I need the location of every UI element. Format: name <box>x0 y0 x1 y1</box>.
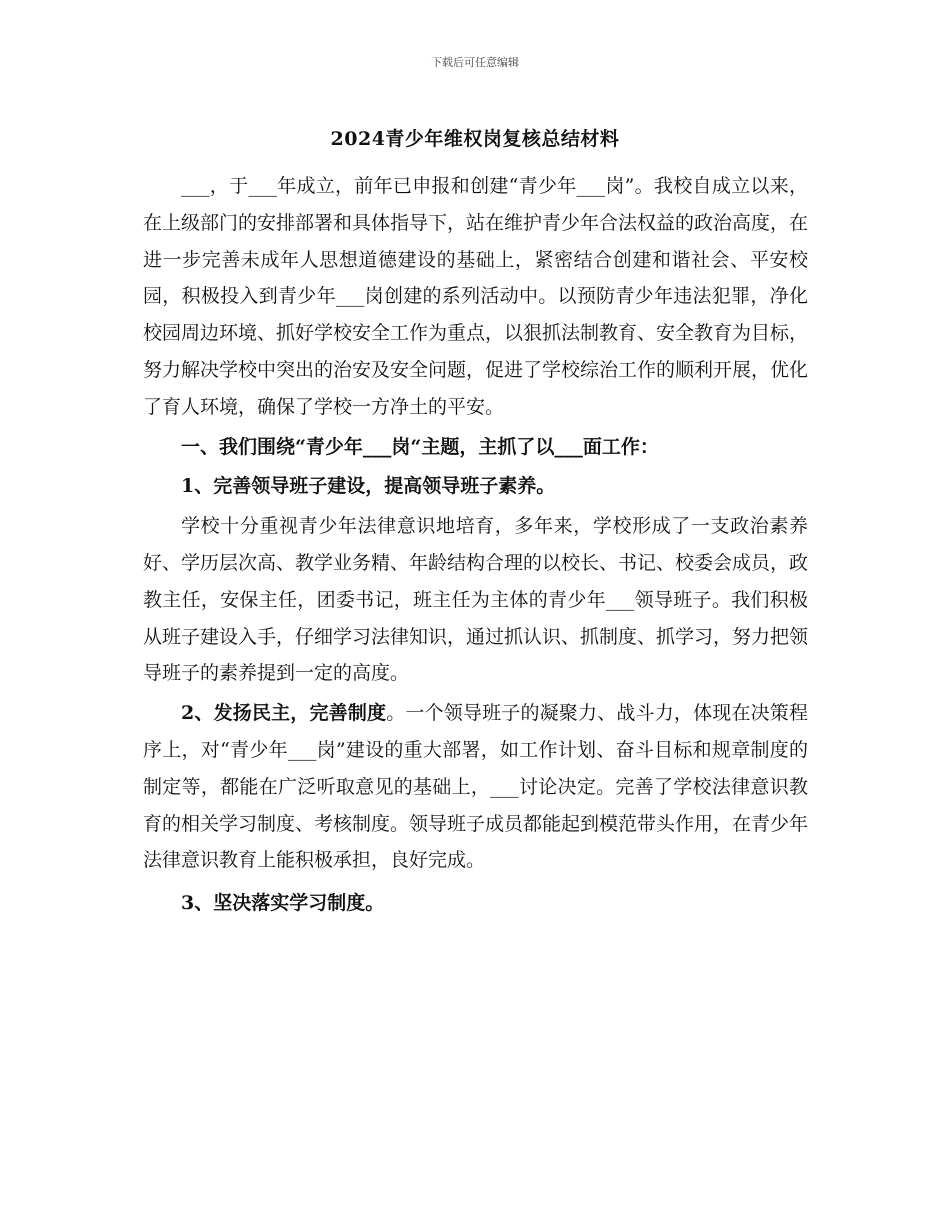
item-1-body: 学校十分重视青少年法律意识地培育，多年来，学校形成了一支政治素养好、学历层次高、教学业务精、年龄结构合理的以校长、书记、校委会成员，政教主任，安保主任，团委书记，班主任为主体的青少年___领导班子。我们积极从班子建设入手，仔细学习法律知识，通过抓认识、抓制度、抓学习，努力把领导班子的素养提到一定的高度。 <box>143 515 809 685</box>
item-2-paragraph <box>143 695 808 879</box>
page-title: 2024青少年维权岗复核总结材料 <box>330 128 620 150</box>
intro-paragraph: ___，于___年成立，前年已申报和创建“青少年___岗”。我校自成立以来，在上级部门的安排部署和具体指导下，站在维护青少年合法权益的政治高度，在进一步完善未成年人思想道德建设的基础上，紧密结合创建和谐社会、平安校园，积极投入到青少年___岗创建的系列活动中。以预防青少年违法犯罪，净化校园周边环境、抓好学校安全工作为重点，以狠抓法制教育、安全教育为目标，努力解决学校中突出的治安及安全问题，促进了学校综治工作的顺利开展，优化了育人环境，确保了学校一方净土的平安。 <box>143 175 809 418</box>
section-one-heading: 一、我们围绕“青少年___岗“主题，主抓了以___面工作： <box>181 435 659 458</box>
item-1-heading: 1、完善领导班子建设，提高领导班子素养。 <box>181 475 556 498</box>
header-note: 下载后可任意编辑 <box>431 56 519 69</box>
item-3-heading: 3、坚决落实学习制度。 <box>181 892 385 915</box>
item-2-heading: 2、发扬民主，完善制度 <box>181 702 387 725</box>
item-2-body: 。一个领导班子的凝聚力、战斗力，体现在决策程序上，对“青少年___岗”建设的重大部署，如工作计划、奋斗目标和规章制度的制定等，都能在广泛听取意见的基础上，___讨论决定。完善了学校法律意识教育的相关学习制度、考核制度。领导班子成员都能起到模范带头作用，在青少年法律意识教育上能积极承担，良好完成。 <box>143 702 809 872</box>
document-body <box>143 168 808 922</box>
